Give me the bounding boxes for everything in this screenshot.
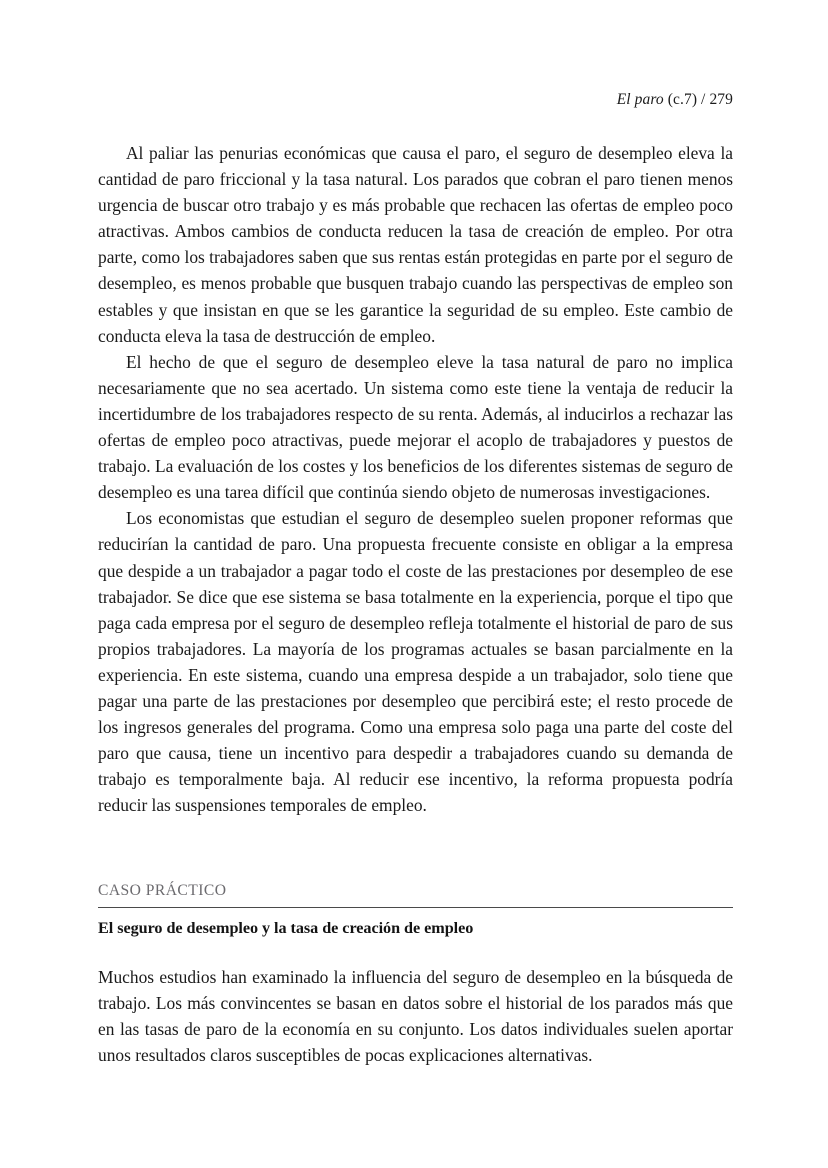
body-text-block <box>98 140 733 818</box>
case-study-kicker: CASO PRÁCTICO <box>98 882 227 899</box>
body-paragraph-3: Los economistas que estudian el seguro de desempleo suelen proponer reformas que reducirían la cantidad de paro. Una propuesta frecuente consiste en obligar a la empresa que despide a un trabajador a pagar todo el coste de las prestaciones por desempleo de ese trabajador. Se dice que ese sistema se basa totalmente en la experiencia, porque el tipo que paga cada empresa por el seguro de desempleo refleja totalmente el historial de paro de sus propios trabajadores. La mayoría de los programas actuales se basan parcialmente en la experiencia. En este sistema, cuando una empresa despide a un trabajador, solo tiene que pagar una parte de las prestaciones por desempleo que percibirá este; el resto procede de los ingresos generales del programa. Como una empresa solo paga una parte del coste del paro que causa, tiene un incentivo para despedir a trabajadores cuando su demanda de trabajo es temporalmente baja. Al reducir ese incentivo, la reforma propuesta podría reducir las suspensiones temporales de empleo. <box>98 508 733 816</box>
case-study-section <box>98 881 733 1068</box>
case-study-divider <box>98 907 733 908</box>
case-study-paragraph: Muchos estudios han examinado la influencia del seguro de desempleo en la búsqueda de trabajo. Los más convincentes se basan en datos sobre el historial de los parados más que en las tasas de paro de la economía en su conjunto. Los datos individuales suelen aportar unos resultados claros susceptibles de pocas explicaciones alternativas. <box>98 967 733 1066</box>
running-head <box>98 90 733 110</box>
case-study-title: El seguro de desempleo y la tasa de creación de empleo <box>98 919 474 937</box>
running-head-title: El paro <box>616 91 664 108</box>
running-head-reference: (c.7) / 279 <box>663 91 733 108</box>
body-paragraph-1: Al paliar las penurias económicas que causa el paro, el seguro de desempleo eleva la cantidad de paro friccional y la tasa natural. Los parados que cobran el paro tienen menos urgencia de buscar otro trabajo y es más probable que rechacen las ofertas de empleo poco atractivas. Ambos cambios de conducta reducen la tasa de creación de empleo. Por otra parte, como los trabajadores saben que sus rentas están protegidas en parte por el seguro de desempleo, es menos probable que busquen trabajo cuando las perspectivas de empleo son estables y que insistan en que se les garantice la seguridad de su empleo. Este cambio de conducta eleva la tasa de destrucción de empleo. <box>98 143 733 346</box>
body-paragraph-2: El hecho de que el seguro de desempleo eleve la tasa natural de paro no implica necesariamente que no sea acertado. Un sistema como este tiene la ventaja de reducir la incertidumbre de los trabajadores respecto de su renta. Además, al inducirlos a rechazar las ofertas de empleo poco atractivas, puede mejorar el acoplo de trabajadores y puestos de trabajo. La evaluación de los costes y los beneficios de los diferentes sistemas de seguro de desempleo es una tarea difícil que continúa siendo objeto de numerosas investigaciones. <box>98 351 733 503</box>
